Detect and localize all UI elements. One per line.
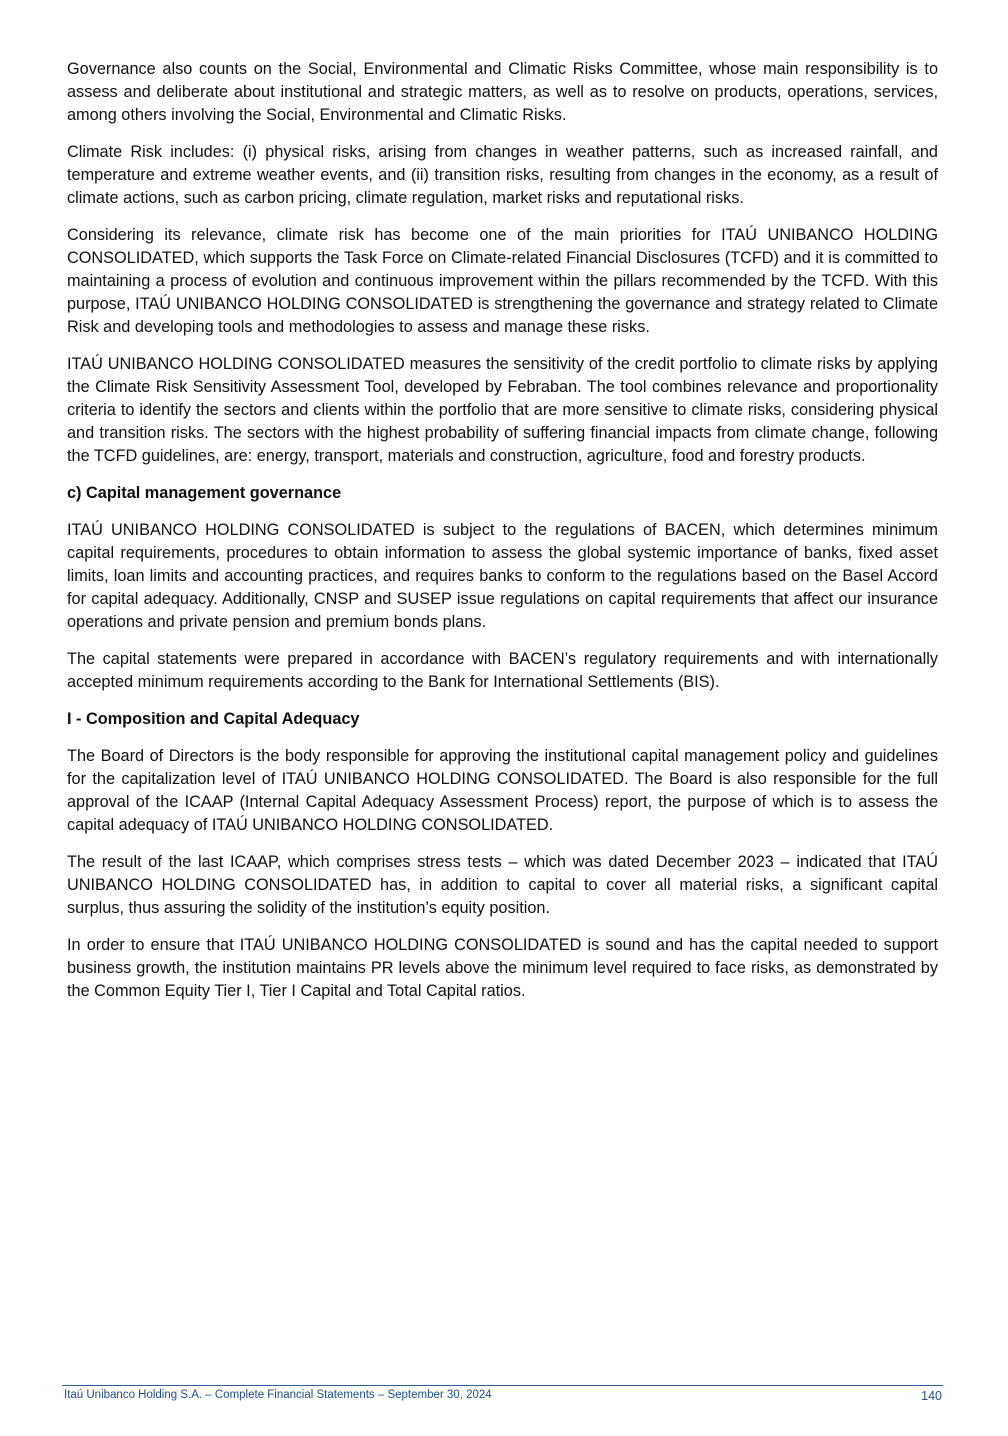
paragraph-climate-risk-definition: Climate Risk includes: (i) physical risks, arising from changes in weather patterns, such as increased rainfall, and temperature and extreme weather events, and (ii) transition risks, resulting from changes in the economy, as a result of climate actions, such as carbon pricing, climate regulation, market risks and reputational risks. xyxy=(67,143,938,207)
section-heading-capital-governance: c) Capital management governance xyxy=(67,484,342,502)
document-body xyxy=(67,58,938,1017)
paragraph-climate-sensitivity-tool: ITAÚ UNIBANCO HOLDING CONSOLIDATED measures the sensitivity of the credit portfolio to climate risks by applying the Climate Risk Sensitivity Assessment Tool, developed by Febraban. The tool combines relevance and proportionality criteria to identify the sectors and clients within the portfolio that are more sensitive to climate risks, considering physical and transition risks. The sectors with the highest probability of suffering financial impacts from climate change, following the TCFD guidelines, are: energy, transport, materials and construction, agriculture, food and forestry products. xyxy=(67,355,938,465)
paragraph-capital-statements: The capital statements were prepared in accordance with BACEN’s regulatory requirements and with internationally accepted minimum requirements according to the Bank for International Settlements (BIS). xyxy=(67,650,938,691)
paragraph-pr-levels: In order to ensure that ITAÚ UNIBANCO HOLDING CONSOLIDATED is sound and has the capital needed to support business growth, the institution maintains PR levels above the minimum level required to face risks, as demonstrated by the Common Equity Tier I, Tier I Capital and Total Capital ratios. xyxy=(67,936,938,1000)
section-heading-composition-capital-adequacy: I - Composition and Capital Adequacy xyxy=(67,710,360,728)
paragraph-governance-committee: Governance also counts on the Social, Environmental and Climatic Risks Committee, whose main responsibility is to assess and deliberate about institutional and strategic matters, as well as to resolve on products, operations, services, among others involving the Social, Environmental and Climatic Risks. xyxy=(67,60,938,124)
paragraph-board-of-directors: The Board of Directors is the body responsible for approving the institutional capital management policy and guidelines for the capitalization level of ITAÚ UNIBANCO HOLDING CONSOLIDATED. The Board is also responsible for the full approval of the ICAAP (Internal Capital Adequacy Assessment Process) report, the purpose of which is to assess the capital adequacy of ITAÚ UNIBANCO HOLDING CONSOLIDATED. xyxy=(67,747,938,834)
paragraph-icaap-result: The result of the last ICAAP, which comprises stress tests – which was dated December 2023 – indicated that ITAÚ UNIBANCO HOLDING CONSOLIDATED has, in addition to capital to cover all material risks, a significant capital surplus, thus assuring the solidity of the institution’s equity position. xyxy=(67,853,938,917)
paragraph-bacen-regulations: ITAÚ UNIBANCO HOLDING CONSOLIDATED is subject to the regulations of BACEN, which determines minimum capital requirements, procedures to obtain information to assess the global systemic importance of banks, fixed asset limits, loan limits and accounting practices, and requires banks to conform to the regulations based on the Basel Accord for capital adequacy. Additionally, CNSP and SUSEP issue regulations on capital requirements that affect our insurance operations and private pension and premium bonds plans. xyxy=(67,521,938,631)
footer-document-title: Itaú Unibanco Holding S.A. – Complete Financial Statements – September 30, 2024 xyxy=(64,1389,492,1401)
footer-page-number: 140 xyxy=(921,1389,942,1403)
footer-divider xyxy=(62,1385,943,1386)
paragraph-climate-risk-priority: Considering its relevance, climate risk has become one of the main priorities for ITAÚ UNIBANCO HOLDING CONSOLIDATED, which supports the Task Force on Climate-related Financial Disclosures (TCFD) and it is committed to maintaining a process of evolution and continuous improvement within the pillars recommended by the TCFD. With this purpose, ITAÚ UNIBANCO HOLDING CONSOLIDATED is strengthening the governance and strategy related to Climate Risk and developing tools and methodologies to assess and manage these risks. xyxy=(67,226,938,336)
